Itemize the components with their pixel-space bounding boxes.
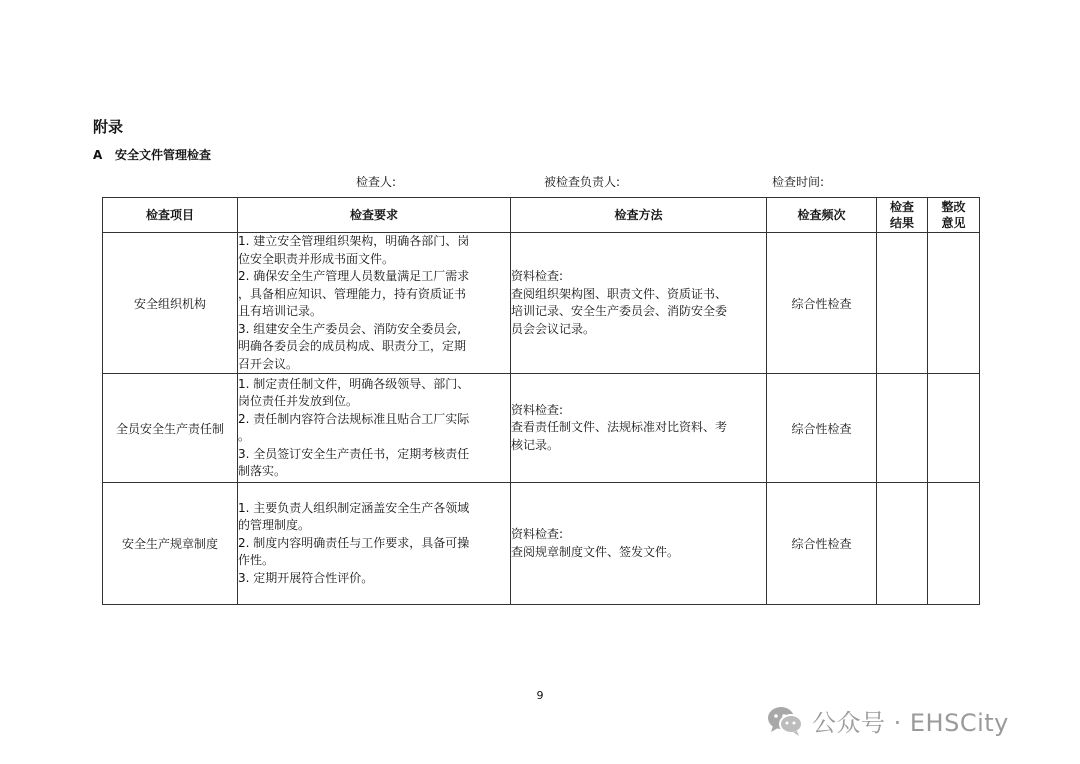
item-cell: 全员安全生产责任制 bbox=[103, 374, 238, 483]
item-cell: 安全生产规章制度 bbox=[103, 483, 238, 605]
table-header-row bbox=[103, 198, 980, 233]
table-row bbox=[103, 233, 980, 374]
result-cell[interactable] bbox=[877, 233, 928, 374]
opinion-cell[interactable] bbox=[928, 233, 980, 374]
section-heading bbox=[93, 146, 211, 163]
watermark-text: 公众号 · EHSCity bbox=[812, 709, 1009, 737]
page-number: 9 bbox=[536, 689, 544, 702]
header-requirements: 检查要求 bbox=[238, 198, 511, 233]
method-cell: 资料检查: 查阅组织架构图、职责文件、资质证书、 培训记录、安全生产委员会、消防安全委 员会会议记录。 bbox=[511, 233, 767, 374]
inspection-time-label: 检查时间: bbox=[772, 175, 825, 189]
frequency-cell: 综合性检查 bbox=[767, 233, 877, 374]
requirements-cell: 1. 主要负责人组织制定涵盖安全生产各领域 的管理制度。 2. 制度内容明确责任与工作要求，具备可操 作性。 3. 定期开展符合性评价。 bbox=[238, 483, 511, 605]
header-method: 检查方法 bbox=[511, 198, 767, 233]
item-cell: 安全组织机构 bbox=[103, 233, 238, 374]
table-row bbox=[103, 374, 980, 483]
result-cell[interactable] bbox=[877, 374, 928, 483]
appendix-title: 附录 bbox=[93, 118, 124, 136]
header-frequency: 检查频次 bbox=[767, 198, 877, 233]
section-title: 安全文件管理检查 bbox=[115, 148, 212, 162]
opinion-cell[interactable] bbox=[928, 374, 980, 483]
method-cell: 资料检查: 查阅规章制度文件、签发文件。 bbox=[511, 483, 767, 605]
watermark bbox=[766, 703, 1009, 738]
frequency-cell: 综合性检查 bbox=[767, 483, 877, 605]
requirements-cell: 1. 建立安全管理组织架构，明确各部门、岗 位安全职责并形成书面文件。 2. 确保安全生产管理人员数量满足工厂需求 ，具备相应知识、管理能力，持有资质证书 且有培训记录。 3. 组建安全生产委员会、消防安全委员会, 明确各委员会的成员构成、职责分工，定期 召开会议。 bbox=[238, 233, 511, 374]
frequency-cell: 综合性检查 bbox=[767, 374, 877, 483]
table-row bbox=[103, 483, 980, 605]
result-cell[interactable] bbox=[877, 483, 928, 605]
opinion-cell[interactable] bbox=[928, 483, 980, 605]
requirements-cell: 1. 制定责任制文件，明确各级领导、部门、 岗位责任并发放到位。 2. 责任制内容符合法规标准且贴合工厂实际 。 3. 全员签订安全生产责任书，定期考核责任 制落实。 bbox=[238, 374, 511, 483]
inspector-label: 检查人: bbox=[356, 175, 397, 189]
method-cell: 资料检查: 查看责任制文件、法规标准对比资料、考 核记录。 bbox=[511, 374, 767, 483]
wechat-icon bbox=[766, 705, 804, 737]
header-result: 检查 结果 bbox=[877, 198, 928, 233]
header-item: 检查项目 bbox=[103, 198, 238, 233]
inspection-table bbox=[102, 197, 980, 605]
section-letter: A bbox=[93, 148, 103, 162]
responsible-person-label: 被检查负责人: bbox=[544, 175, 621, 189]
header-opinion: 整改 意见 bbox=[928, 198, 980, 233]
